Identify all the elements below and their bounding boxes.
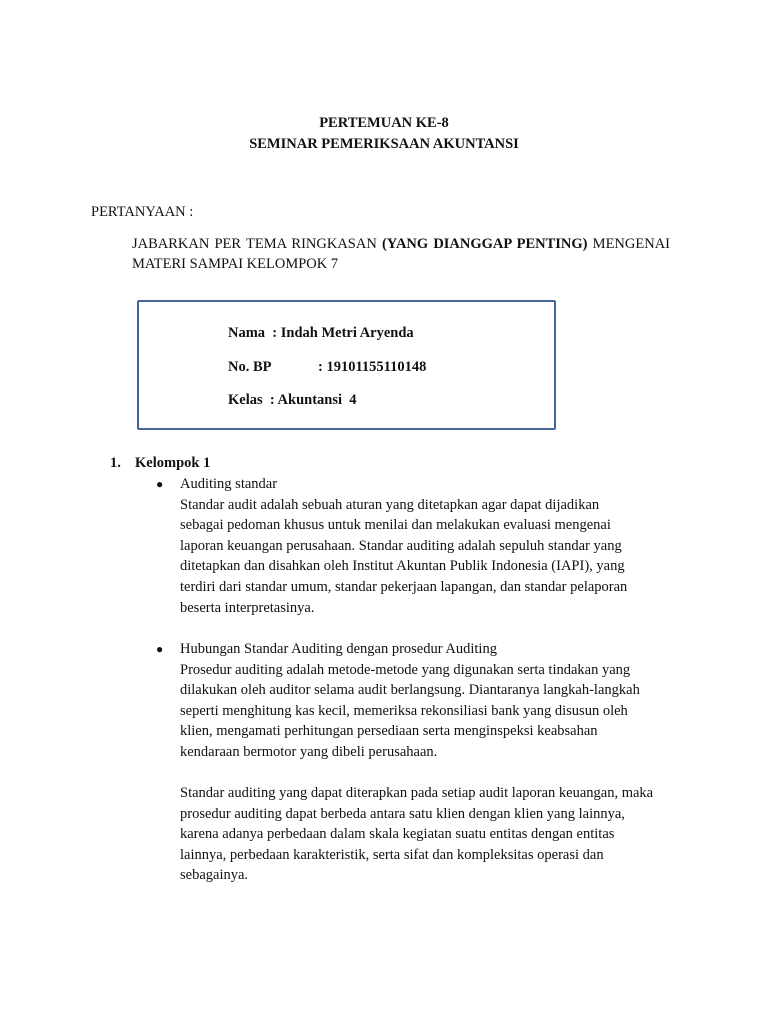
student-bp-row xyxy=(228,357,426,377)
instruction-text-part2: MENGENAI MATERI SAMPAI KELOMPOK 7 xyxy=(132,236,670,272)
bullet-icon: ● xyxy=(156,642,164,656)
question-instruction xyxy=(132,234,670,274)
instruction-text-bold: (YANG DIANGGAP PENTING) xyxy=(381,236,588,252)
document-title-meeting: PERTEMUAN KE-8 xyxy=(319,115,449,131)
paragraph-line: Prosedur auditing adalah metode-metode yang digunakan serta tindakan yang xyxy=(180,661,631,678)
bullet-icon: ● xyxy=(156,477,164,491)
paragraph-line: kendaraan bermotor yang dibeli perusahaan. xyxy=(180,743,438,760)
paragraph-line: sebagai pedoman khusus untuk menilai dan melakukan evaluasi mengenai xyxy=(180,517,611,534)
document-title-course: SEMINAR PEMERIKSAAN AKUNTANSI xyxy=(249,136,519,152)
paragraph-line: lainnya, perbedaan karakteristik, serta sifat dan kompleksitas operasi dan xyxy=(180,846,604,863)
student-name: Nama : Indah Metri Aryenda xyxy=(228,325,414,341)
student-identity-box xyxy=(137,300,556,430)
paragraph-line: Standar audit adalah sebuah aturan yang ditetapkan agar dapat dijadikan xyxy=(180,496,600,513)
paragraph-line: Standar auditing yang dapat diterapkan pada setiap audit laporan keuangan, maka xyxy=(180,785,654,801)
paragraph-prosedur-auditing xyxy=(180,783,680,886)
paragraph-line: karena adanya perbedaan dalam skala kegiatan suatu entitas dengan entitas xyxy=(180,826,615,843)
question-label: PERTANYAAN : xyxy=(91,204,194,220)
list-item-title: Auditing standar xyxy=(180,476,278,492)
paragraph-line: prosedur auditing dapat berbeda antara satu klien dengan klien yang lainnya, xyxy=(180,805,625,822)
list-item-title: Hubungan Standar Auditing dengan prosedur Auditing xyxy=(180,641,497,657)
section-title: Kelompok 1 xyxy=(135,455,211,471)
student-bp-value: : 19101155110148 xyxy=(318,359,427,375)
paragraph-line: klien, mengamati perhitungan persediaan serta menginspeksi keabsahan xyxy=(180,723,598,740)
instruction-text-part1: JABARKAN PER TEMA RINGKASAN xyxy=(132,236,382,252)
paragraph-line: sebagainya. xyxy=(180,867,249,884)
section-number: 1. xyxy=(110,455,121,471)
paragraph-line: ditetapkan dan disahkan oleh Institut Akuntan Publik Indonesia (IAPI), yang xyxy=(180,558,625,575)
section-heading-kelompok-1 xyxy=(110,453,210,473)
student-class: Kelas : Akuntansi 4 xyxy=(228,392,357,408)
list-item-hubungan-standar xyxy=(180,639,680,763)
paragraph-line: beserta interpretasinya. xyxy=(180,599,315,616)
list-item-auditing-standar xyxy=(180,474,680,618)
student-bp-label: No. BP xyxy=(228,359,272,375)
paragraph-line: seperti menghitung kas kecil, memeriksa rekonsiliasi bank yang disusun oleh xyxy=(180,702,628,719)
paragraph-line: laporan keuangan perusahaan. Standar auditing adalah sepuluh standar yang xyxy=(180,537,622,554)
paragraph-line: dilakukan oleh auditor selama audit berlangsung. Diantaranya langkah-langkah xyxy=(180,682,640,699)
paragraph-line: terdiri dari standar umum, standar pekerjaan lapangan, dan standar pelaporan xyxy=(180,578,628,595)
